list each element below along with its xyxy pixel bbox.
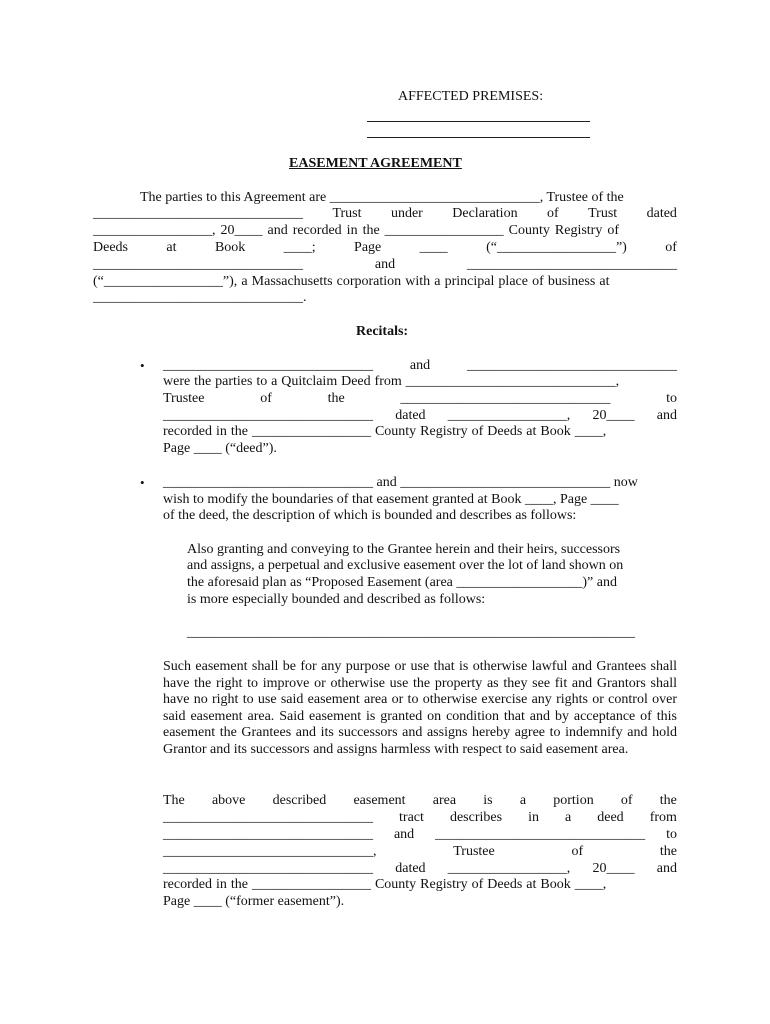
parties-line-1: The parties to this Agreement are ______________________________, Trustee of the [140,190,624,205]
portion-line-2: ______________________________ tract describes in a deed from [163,810,677,825]
affected-premises-line-2 [367,137,590,138]
quote-line-1: Also granting and conveying to the Grantee herein and their heirs, successors [187,542,621,557]
quote-blank-line: ________________________________________________________________ [187,625,635,640]
quote-line-3: the aforesaid plan as “Proposed Easement (area __________________)” and [187,575,617,590]
affected-premises-label: AFFECTED PREMISES: [398,89,544,104]
recital-1-line-4: ______________________________ dated _________________, 20____ and [163,408,677,423]
portion-line-4: ______________________________, Trustee of the [163,844,677,859]
parties-line-6: (“_________________”), a Massachusetts corporation with a principal place of business at [93,274,610,289]
recital-2-line-2: wish to modify the boundaries of that easement granted at Book ____, Page ____ [163,492,619,507]
portion-line-3: ______________________________ and ______________________________ to [163,827,677,842]
document-title: EASEMENT AGREEMENT [289,156,462,171]
easement-paragraph: Such easement shall be for any purpose or use that is otherwise lawful and Grantees shall have the right to improve or otherwise use the property as they see fit and Grantors shall have no right to use said easement area or to otherwise exercise any rights or control over said easement area. Said easement is granted on condition that and by acceptance of this easement the Grantees and its successors and assigns hereby agree to indemnify and hold Grantor and its successors and assigns harmless with respect to said easement area. [163,659,677,757]
parties-line-5: ______________________________ and ______________________________ [93,257,677,272]
recital-2-line-1: ______________________________ and ______________________________ now [163,475,638,490]
parties-line-4: Deeds at Book ____; Page ____ (“_________________”) of [93,240,677,255]
bullet-recital-2: • [140,475,145,490]
portion-line-1: The above described easement area is a portion of the [163,793,677,808]
quote-line-4: is more especially bounded and described as follows: [187,592,486,607]
recital-1-line-2: were the parties to a Quitclaim Deed from ______________________________, [163,374,620,389]
parties-line-2: ______________________________ Trust under Declaration of Trust dated [93,206,677,221]
portion-line-6: recorded in the _________________ County Registry of Deeds at Book ____, [163,877,607,892]
quote-line-2: and assigns, a perpetual and exclusive easement over the lot of land shown on [187,558,624,573]
portion-line-5: ______________________________ dated _________________, 20____ and [163,861,677,876]
bullet-recital-1: • [140,358,145,373]
portion-line-7: Page ____ (“former easement”). [163,894,345,909]
recital-1-line-6: Page ____ (“deed”). [163,441,277,456]
parties-line-7: ______________________________. [93,290,307,305]
recital-1-line-3: Trustee of the ______________________________ to [163,391,677,406]
recitals-heading: Recitals: [356,324,409,339]
recital-1-line-1: ______________________________ and ______________________________ [163,358,677,373]
affected-premises-line-1 [367,121,590,122]
parties-line-3: _________________, 20____ and recorded in the _________________ County Registry of [93,223,620,238]
recital-2-line-3: of the deed, the description of which is bounded and describes as follows: [163,508,577,523]
recital-1-line-5: recorded in the _________________ County Registry of Deeds at Book ____, [163,424,607,439]
